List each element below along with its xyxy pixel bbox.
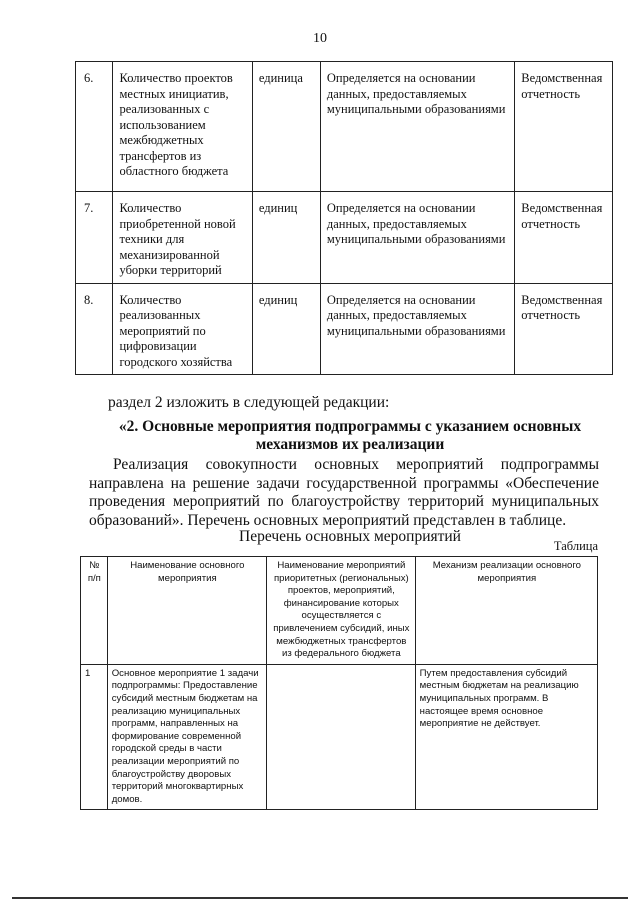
unit-cell: единица: [252, 62, 320, 192]
row-number: 8.: [76, 283, 113, 375]
mechanism-cell: Путем предоставления субсидий местным бюджетам на реализацию муниципальных программ. В настоящее время основное мероприятие не действует.: [415, 664, 597, 810]
indicators-table: [75, 61, 613, 375]
method-cell: Определяется на основании данных, предоставляемых муниципальными образованиями: [320, 283, 514, 375]
list-title: Перечень основных мероприятий: [239, 528, 461, 545]
method-cell: Определяется на основании данных, предоставляемых муниципальными образованиями: [320, 192, 514, 284]
header-projects: Наименование мероприятий приоритетных (региональных) проектов, мероприятий, финансирование которых осуществляется с привлечением субсидий, иных межбюджетных трансфертов из федерального бюджета: [267, 557, 416, 665]
table-header-row: [81, 557, 598, 665]
indicator-name: Количество приобретенной новой техники для механизированной уборки территорий: [113, 192, 252, 284]
unit-cell: единиц: [252, 283, 320, 375]
projects-cell: [267, 664, 416, 810]
measures-table: [80, 556, 598, 810]
table-label: Таблица: [553, 539, 598, 553]
source-cell: Ведомственная отчетность: [515, 192, 613, 284]
bottom-rule: [12, 897, 628, 899]
row-number: 6.: [76, 62, 113, 192]
header-mechanism: Механизм реализации основного мероприятия: [415, 557, 597, 665]
table-row: [76, 192, 613, 284]
source-cell: Ведомственная отчетность: [515, 62, 613, 192]
row-number: 1: [81, 664, 108, 810]
section-paragraph: Реализация совокупности основных мероприятий подпрограммы направлена на решение задачи государственной программы «Обеспечение проведения мероприятий по благоустройству территорий муниципальных образований». Перечень основных мероприятий представлен в таблице.: [89, 456, 599, 529]
header-number: № п/п: [81, 557, 108, 665]
row-number: 7.: [76, 192, 113, 284]
table-row: [81, 664, 598, 810]
measure-name: Основное мероприятие 1 задачи подпрограммы: Предоставление субсидий местным бюджетам на реализацию муниципальных программ, направленных на формирование современной городской среды в части реализации мероприятий по благоустройству дворовых территорий многоквартирных домов.: [107, 664, 266, 810]
intro-line: раздел 2 изложить в следующей редакции:: [108, 394, 390, 411]
method-cell: Определяется на основании данных, предоставляемых муниципальными образованиями: [320, 62, 514, 192]
indicator-name: Количество проектов местных инициатив, реализованных с использованием межбюджетных трансфертов из областного бюджета: [113, 62, 252, 192]
section-heading: «2. Основные мероприятия подпрограммы с указанием основных механизмов их реализации: [118, 418, 582, 453]
source-cell: Ведомственная отчетность: [515, 283, 613, 375]
unit-cell: единиц: [252, 192, 320, 284]
table-row: [76, 62, 613, 192]
page-number: 10: [313, 31, 327, 46]
table-row: [76, 283, 613, 375]
indicator-name: Количество реализованных мероприятий по цифровизации городского хозяйства: [113, 283, 252, 375]
header-measure-name: Наименование основного мероприятия: [107, 557, 266, 665]
